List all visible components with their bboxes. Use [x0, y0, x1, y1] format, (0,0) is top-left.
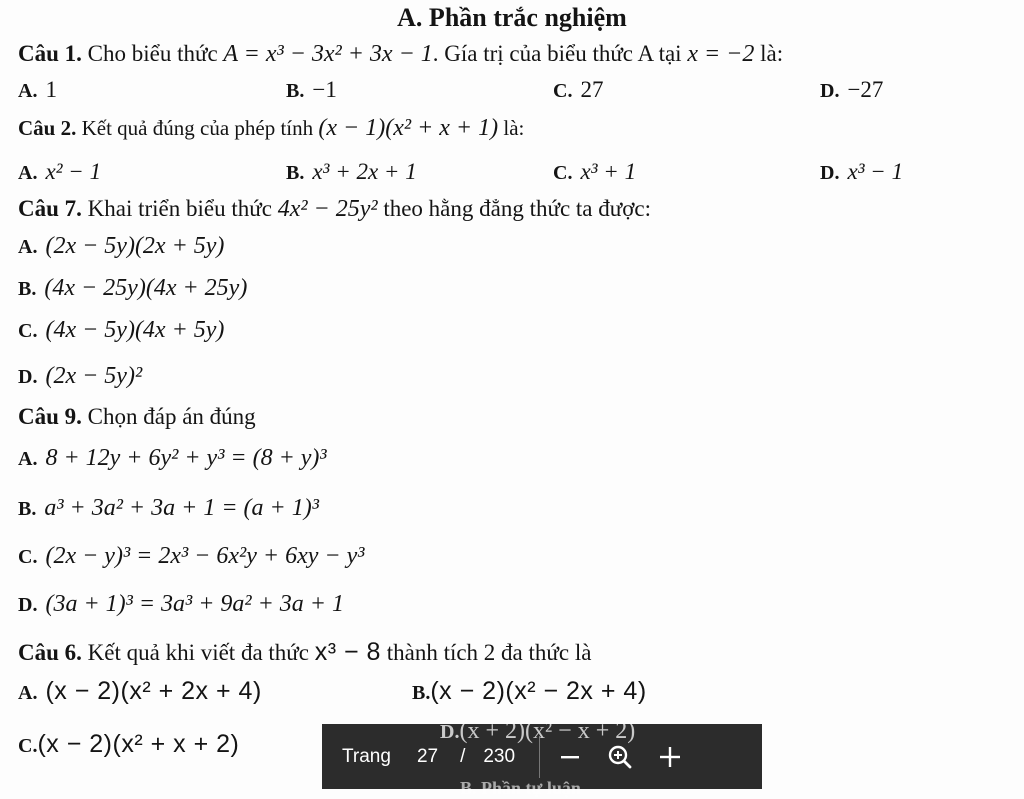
zoom-out-button[interactable]: [550, 737, 590, 777]
question-text: Kết quả khi viết đa thức: [87, 640, 309, 665]
question-label: Câu 7.: [18, 196, 82, 221]
option-value: x³ + 1: [580, 159, 637, 184]
toolbar-divider: [539, 736, 540, 778]
option-value: 27: [580, 77, 604, 102]
option-c: [553, 158, 636, 187]
zoom-in-button[interactable]: [650, 737, 690, 777]
option-value: (x − 2)(x² + x + 2): [37, 730, 240, 758]
option-key: B.: [286, 80, 305, 102]
option-b: [286, 76, 337, 105]
option-value: x² − 1: [45, 159, 102, 184]
question-text: Chọn đáp án đúng: [87, 404, 256, 429]
option-key: D.: [820, 80, 840, 102]
current-page-number[interactable]: 27: [416, 745, 439, 767]
question-9: [18, 403, 256, 431]
question-label: Câu 2.: [18, 116, 77, 140]
question-7: [18, 195, 651, 223]
question-text-2: thành tích 2 đa thức là: [386, 640, 592, 665]
option-c: [553, 76, 603, 105]
question-text-2: là:: [503, 116, 525, 140]
question-expression: 4x² − 25y²: [277, 196, 378, 222]
option-key: D.: [18, 594, 38, 616]
option-key: A.: [18, 80, 38, 102]
option-key: A.: [18, 162, 38, 184]
option-value: (4x − 25y)(4x + 25y): [44, 275, 248, 301]
zoom-in-icon: [607, 744, 633, 770]
question-text: Khai triển biểu thức: [87, 196, 272, 221]
page-toolbar: [322, 724, 762, 789]
section-title: A. Phần trắc nghiệm: [397, 3, 627, 32]
question-expression: x³ − 8: [314, 638, 381, 666]
question-6: [18, 638, 591, 667]
option-value: x³ + 2x + 1: [312, 159, 417, 184]
question-label: Câu 6.: [18, 640, 82, 665]
question-expression: A = x³ − 3x² + 3x − 1: [223, 41, 433, 67]
option-a: [18, 232, 224, 261]
option-a: [18, 76, 57, 105]
option-key: D.: [18, 366, 38, 388]
option-value: 8 + 12y + 6y² + y³ = (8 + y)³: [45, 445, 327, 471]
question-text: Cho biểu thức: [87, 41, 218, 66]
option-a: [18, 158, 101, 187]
option-value: (x − 2)(x² − 2x + 4): [430, 677, 647, 705]
question-expression-2: x = −2: [687, 41, 755, 67]
option-value: (3a + 1)³ = 3a³ + 9a² + 3a + 1: [45, 591, 344, 617]
question-text-3: là:: [760, 41, 784, 66]
option-key: B.: [286, 162, 305, 184]
option-key: A.: [18, 448, 38, 470]
next-section-title-partial: B. Phần tự luận: [460, 778, 581, 798]
option-key: A.: [18, 682, 38, 704]
option-value: 1: [45, 77, 57, 102]
option-d: [820, 76, 883, 105]
minus-icon: [559, 746, 581, 768]
option-key: C.: [18, 735, 38, 757]
option-value: (2x − 5y)(2x + 5y): [45, 233, 225, 259]
option-value: a³ + 3a² + 3a + 1 = (a + 1)³: [44, 495, 319, 521]
option-a: [18, 444, 327, 473]
option-d: [18, 590, 344, 619]
option-c: [18, 542, 364, 571]
option-key: D.: [820, 162, 840, 184]
question-text: Kết quả đúng của phép tính: [81, 116, 314, 140]
question-2: [18, 114, 524, 142]
option-key: C.: [18, 546, 38, 568]
option-value: −1: [312, 77, 337, 102]
option-d-behind-toolbar: D.(x + 2)(x² − x + 2): [440, 718, 636, 744]
option-c: [18, 316, 224, 345]
option-b: [18, 494, 319, 523]
question-1: [18, 40, 783, 68]
option-value: (2x − 5y)²: [45, 363, 143, 389]
option-value: (2x − y)³ = 2x³ − 6x²y + 6xy − y³: [45, 543, 365, 569]
option-value: (4x − 5y)(4x + 5y): [45, 317, 225, 343]
total-pages: 230: [483, 745, 516, 767]
zoom-button[interactable]: [600, 737, 640, 777]
option-key: C.: [18, 320, 38, 342]
option-d: [18, 362, 142, 391]
option-d: [820, 158, 903, 187]
option-value: x³ − 1: [847, 159, 904, 184]
question-label: Câu 9.: [18, 404, 82, 429]
page-label: Trang: [342, 745, 391, 767]
plus-icon: [658, 745, 682, 769]
question-text-2: theo hằng đẳng thức ta được:: [383, 196, 651, 221]
option-a: [18, 677, 262, 707]
option-b: [18, 274, 247, 303]
option-value: −27: [847, 77, 884, 102]
option-value: (x − 2)(x² + 2x + 4): [45, 677, 262, 705]
option-c: [18, 730, 239, 760]
question-text-2: . Gía trị của biểu thức A tại: [432, 41, 682, 66]
question-label: Câu 1.: [18, 41, 82, 66]
option-b: [286, 158, 417, 187]
option-key: B.: [412, 682, 431, 704]
option-key: C.: [553, 162, 573, 184]
option-key: B.: [18, 278, 37, 300]
option-key: A.: [18, 236, 38, 258]
option-b: [412, 677, 647, 707]
question-expression: (x − 1)(x² + x + 1): [318, 115, 499, 141]
page-separator: /: [460, 745, 466, 767]
option-key: C.: [553, 80, 573, 102]
option-key: B.: [18, 498, 37, 520]
